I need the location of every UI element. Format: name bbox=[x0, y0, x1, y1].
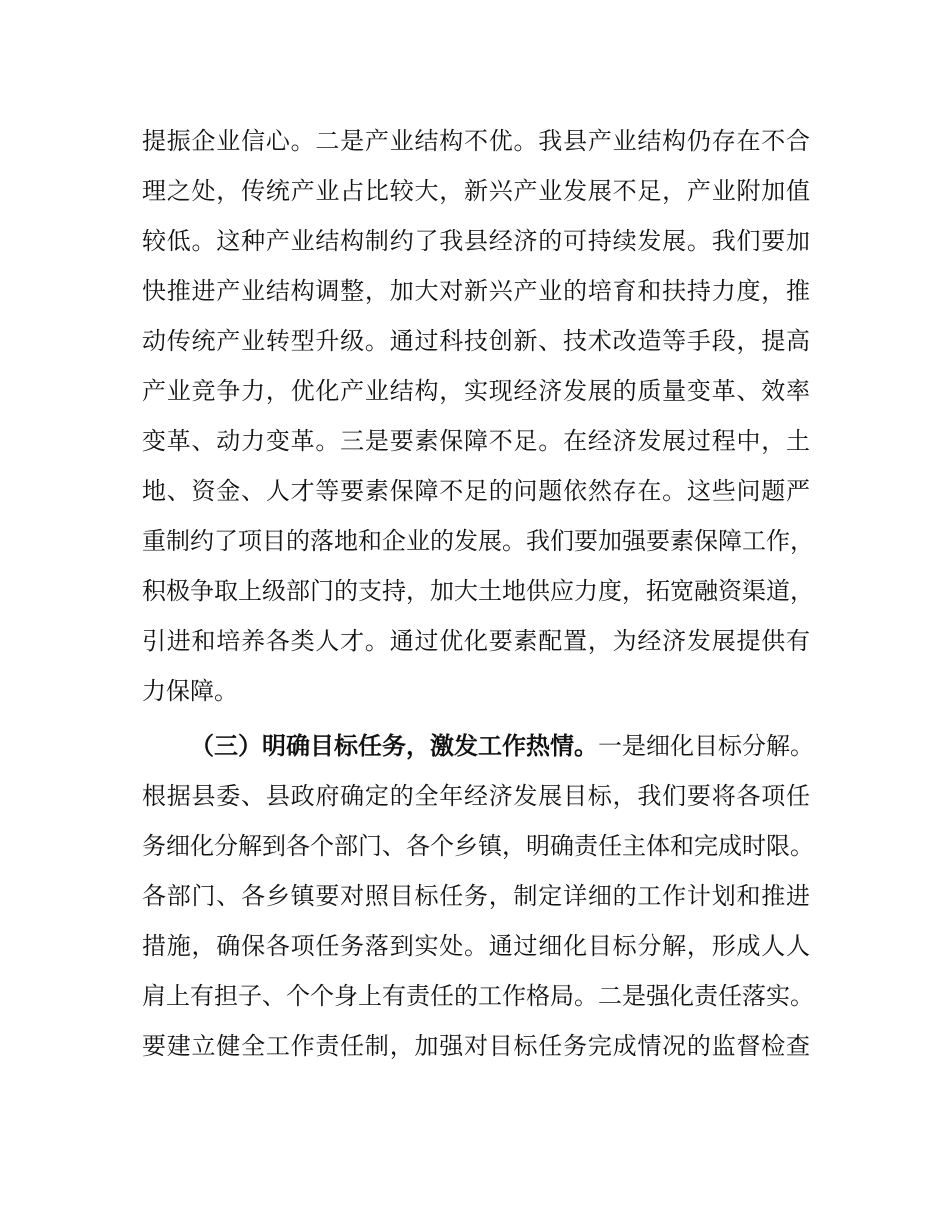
text-line: 产业竞争力，优化产业结构，实现经济发展的质量变革、效率 bbox=[142, 377, 810, 405]
text-line: 务细化分解到各个部门、各个乡镇，明确责任主体和完成时限。 bbox=[142, 832, 814, 860]
text-line: 提振企业信心。二是产业结构不优。我县产业结构仍存在不合 bbox=[142, 127, 810, 155]
text-line: 肩上有担子、个个身上有责任的工作格局。二是强化责任落实。 bbox=[142, 982, 814, 1010]
text-line: 变革、动力变革。三是要素保障不足。在经济发展过程中，土 bbox=[142, 427, 810, 455]
text-line: 根据县委、县政府确定的全年经济发展目标，我们要将各项任 bbox=[142, 782, 810, 810]
paragraph-1 bbox=[142, 116, 814, 716]
text-line: 重制约了项目的落地和企业的发展。我们要加强要素保障工作， bbox=[142, 527, 814, 555]
text-line: 动传统产业转型升级。通过科技创新、技术改造等手段，提高 bbox=[142, 327, 810, 355]
text-line: 积极争取上级部门的支持，加大土地供应力度，拓宽融资渠道， bbox=[142, 577, 814, 605]
text-line: 措施，确保各项任务落到实处。通过细化目标分解，形成人人 bbox=[142, 932, 810, 960]
text-line: 要建立健全工作责任制，加强对目标任务完成情况的监督检查 bbox=[142, 1032, 810, 1060]
heading-line bbox=[142, 721, 814, 771]
text-span: 一是细化目标分解。 bbox=[598, 732, 814, 760]
document-page bbox=[142, 116, 814, 1071]
section-heading: （三）明确目标任务，激发工作热情。 bbox=[190, 731, 598, 760]
text-line: 较低。这种产业结构制约了我县经济的可持续发展。我们要加 bbox=[142, 227, 810, 255]
text-line: 各部门、各乡镇要对照目标任务，制定详细的工作计划和推进 bbox=[142, 882, 810, 910]
paragraph-2 bbox=[142, 721, 814, 1071]
text-line: 力保障。 bbox=[142, 677, 238, 705]
text-line: 地、资金、人才等要素保障不足的问题依然存在。这些问题严 bbox=[142, 477, 810, 505]
text-line: 理之处，传统产业占比较大，新兴产业发展不足，产业附加值 bbox=[142, 177, 810, 205]
text-line: 引进和培养各类人才。通过优化要素配置，为经济发展提供有 bbox=[142, 627, 810, 655]
text-line: 快推进产业结构调整，加大对新兴产业的培育和扶持力度，推 bbox=[142, 277, 810, 305]
